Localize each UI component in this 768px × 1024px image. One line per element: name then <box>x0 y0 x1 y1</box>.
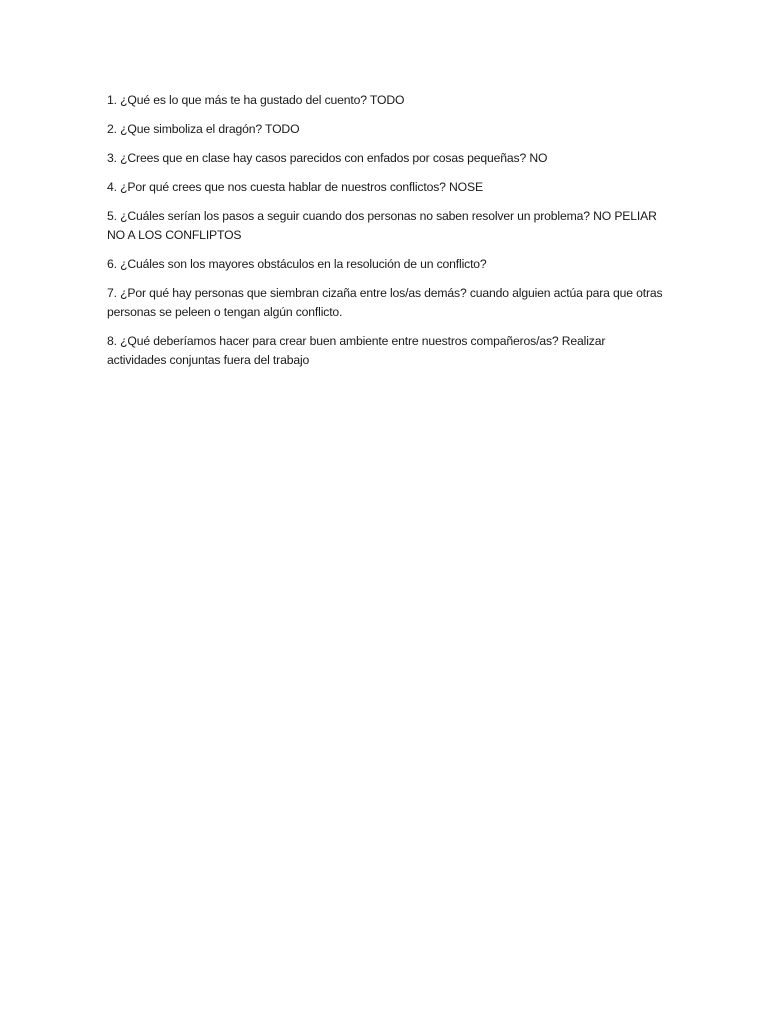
questions-list <box>107 91 667 380</box>
question-8: 8. ¿Qué deberíamos hacer para crear buen ambiente entre nuestros compañeros/as? Realizar actividades conjuntas fuera del trabajo <box>107 334 606 367</box>
question-7: 7. ¿Por qué hay personas que siembran cizaña entre los/as demás? cuando alguien actúa para que otras personas se peleen o tengan algún conflicto. <box>107 286 663 319</box>
question-3: 3. ¿Crees que en clase hay casos parecidos con enfados por cosas pequeñas? NO <box>107 151 548 165</box>
question-4: 4. ¿Por qué crees que nos cuesta hablar de nuestros conflictos? NOSE <box>107 180 483 194</box>
question-5: 5. ¿Cuáles serían los pasos a seguir cuando dos personas no saben resolver un problema? NO PELIAR NO A LOS CONFLIPTOS <box>107 209 657 242</box>
question-1: 1. ¿Qué es lo que más te ha gustado del cuento? TODO <box>107 93 405 107</box>
question-6: 6. ¿Cuáles son los mayores obstáculos en la resolución de un conflicto? <box>107 257 487 271</box>
question-2: 2. ¿Que simboliza el dragón? TODO <box>107 122 300 136</box>
